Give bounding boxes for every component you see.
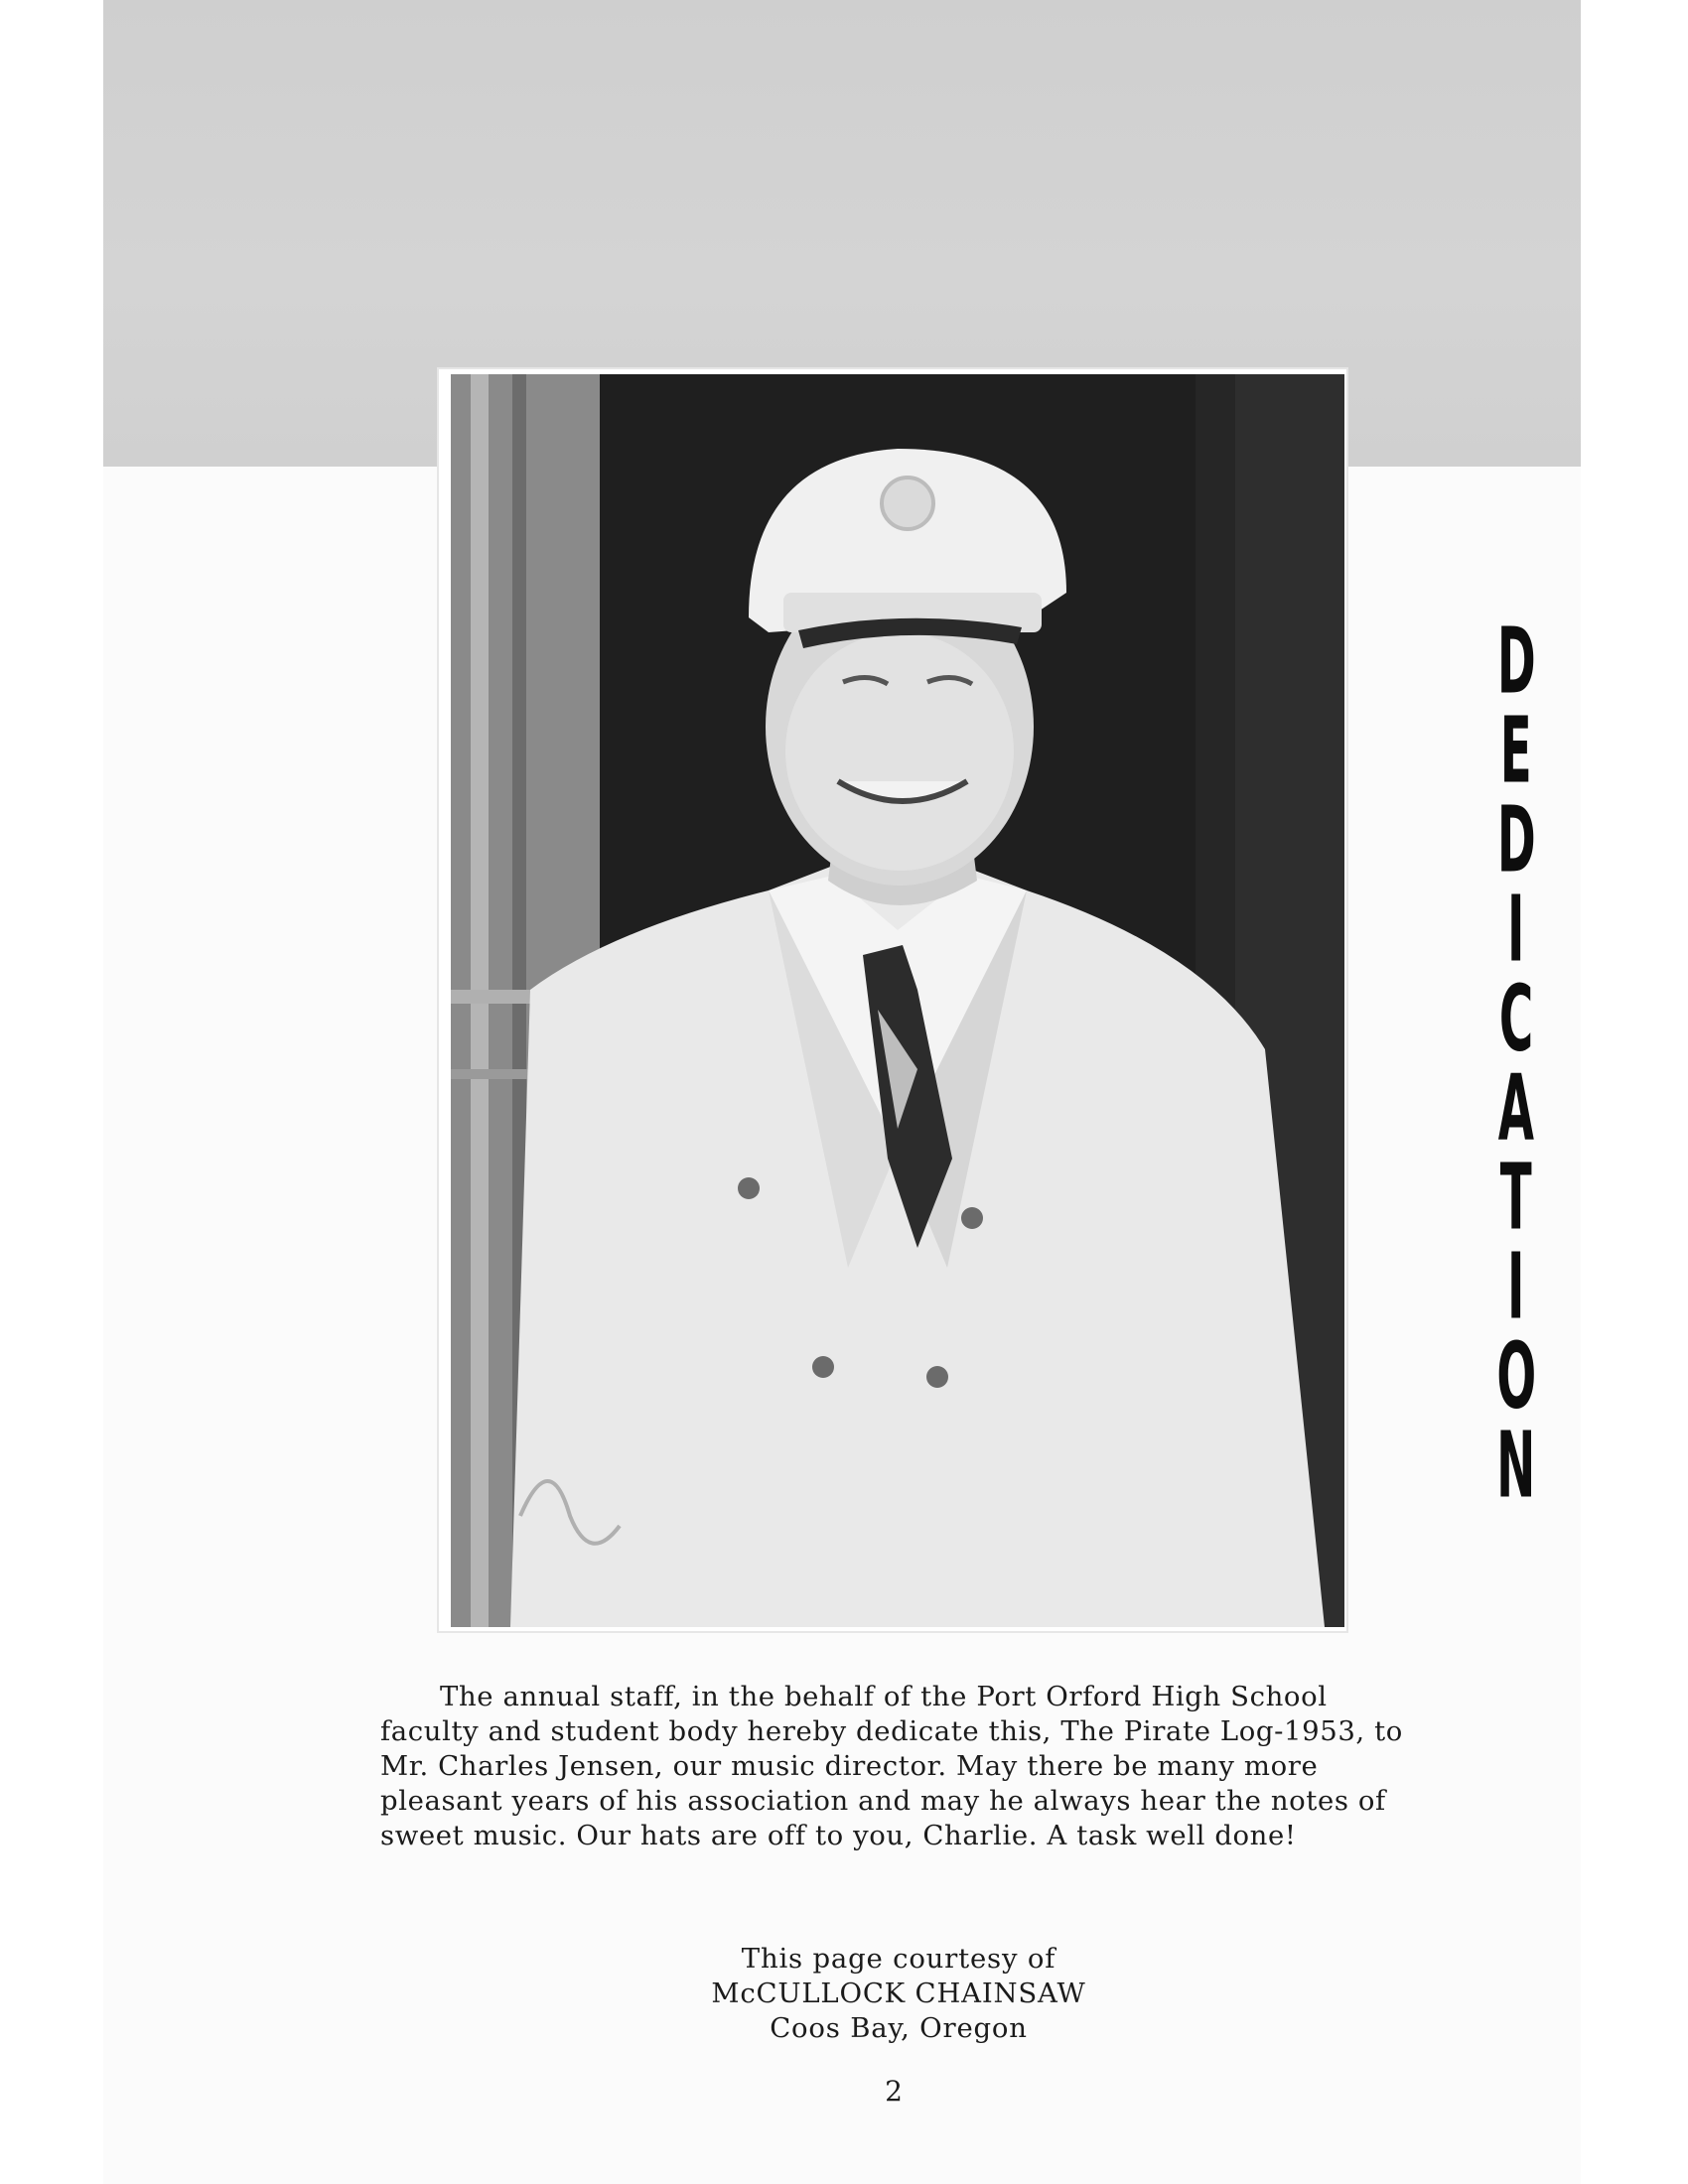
title-letter: C [1498, 965, 1534, 1073]
title-letter: E [1500, 697, 1532, 805]
courtesy-line: This page courtesy of [741, 1943, 1056, 1975]
page-number: 2 [885, 2075, 903, 2108]
dedication-text: The annual staff, in the behalf of the Port Orford High School faculty and student body hereby dedicate this, The Pirate Log-1953, to Mr. Charles Jensen, our music director. May there be many more pleasant years of his association and may he always hear the notes of sweet music. Our hats are off to you, Charlie. A task well done! [380, 1681, 1403, 1851]
title-letter: I [1507, 876, 1525, 984]
sponsor-name: McCULLOCK CHAINSAW [711, 1978, 1086, 2009]
sponsor-location: Coos Bay, Oregon [770, 2012, 1028, 2044]
title-letter: A [1497, 1054, 1535, 1162]
courtesy-block [596, 1942, 1201, 2046]
title-letter: D [1496, 608, 1536, 716]
dedication-paragraph [380, 1680, 1433, 1853]
title-letter: D [1496, 786, 1536, 894]
title-letter: I [1507, 1233, 1525, 1341]
title-letter: N [1496, 1412, 1536, 1520]
title-letter: O [1496, 1322, 1536, 1431]
portrait-illustration [451, 374, 1344, 1627]
portrait-photo-icon [451, 374, 1344, 1627]
title-letter: T [1500, 1144, 1532, 1252]
dedication-vertical-title [1481, 608, 1551, 1520]
